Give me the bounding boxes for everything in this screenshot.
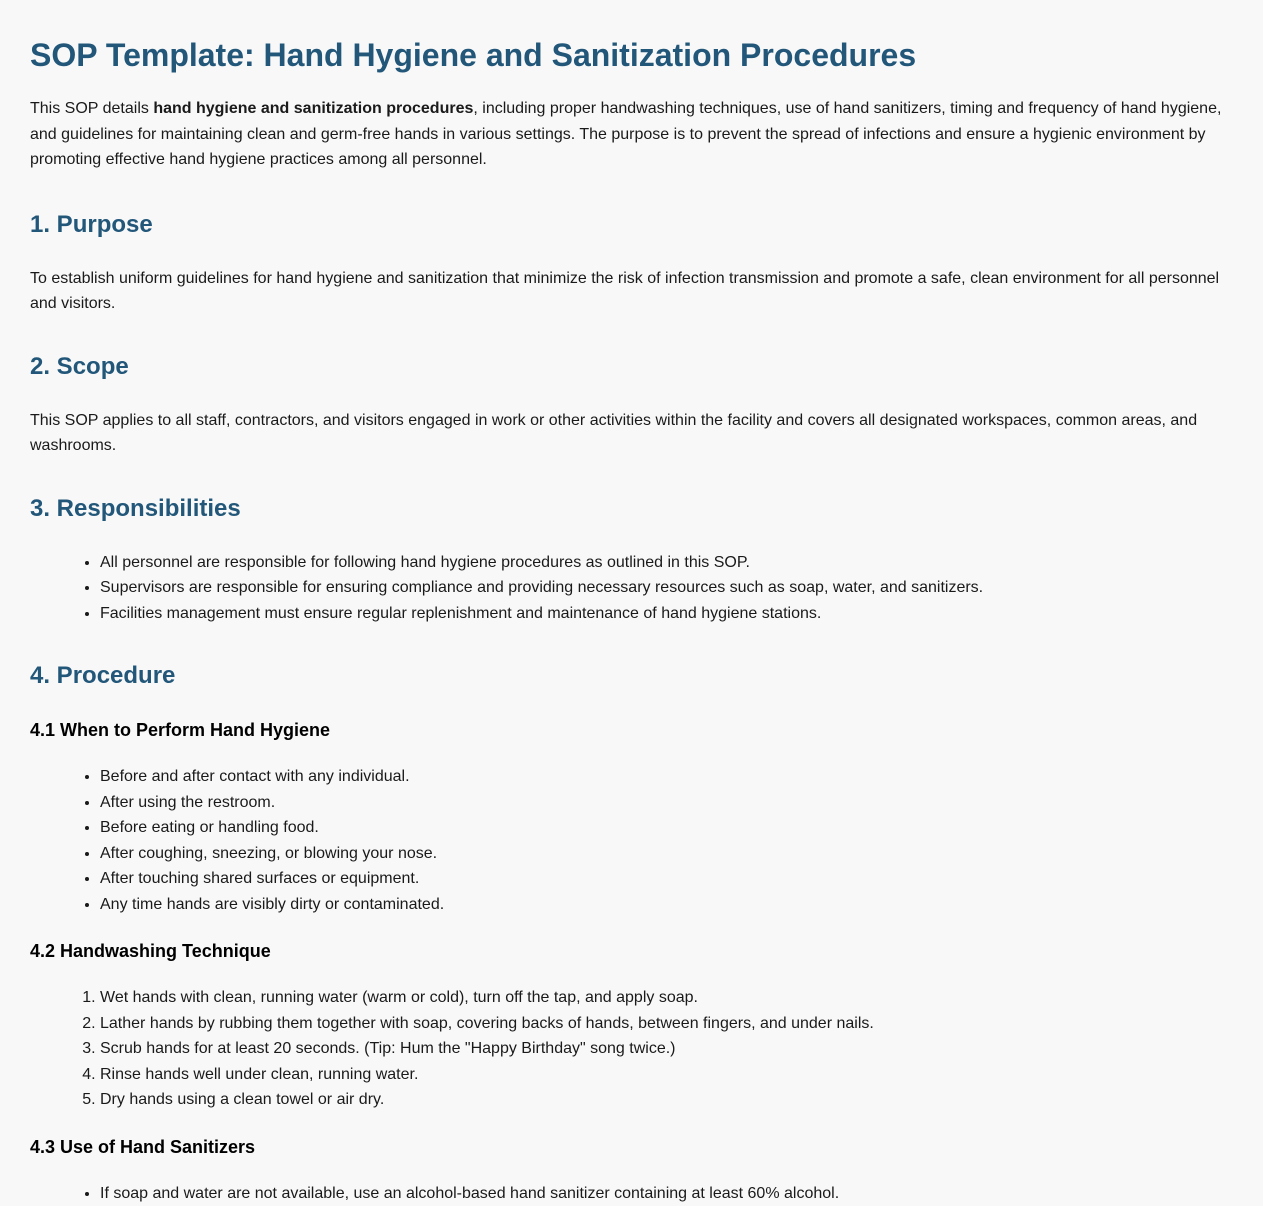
section-heading-responsibilities: 3. Responsibilities [30,495,1233,523]
list-item: • After coughing, sneezing, or blowing your nose. [100,841,1233,867]
list-item: • After touching shared surfaces or equipment. [100,866,1233,892]
responsibilities-list [30,550,1233,627]
list-item: 3. Scrub hands for at least 20 seconds. (Tip: Hum the "Happy Birthday" song twice.) [100,1036,1233,1062]
subsection-heading-when: 4.1 When to Perform Hand Hygiene [30,719,1233,741]
sanitizers-list [30,1181,1233,1206]
when-list [30,764,1233,917]
intro-suffix: , including proper handwashing techniques, use of hand sanitizers, timing and frequency of hand hygiene, and guidelines for maintaining clean and germ-free hands in various settings. The purpose is to prevent the spread of infections and ensure a hygienic environment by promoting effective hand hygiene practices among all personnel. [30,100,1221,168]
list-item: • Before and after contact with any individual. [100,764,1233,790]
list-item: 5. Dry hands using a clean towel or air dry. [100,1087,1233,1113]
technique-list [30,985,1233,1113]
intro-paragraph [30,96,1233,173]
subsection-heading-sanitizers: 4.3 Use of Hand Sanitizers [30,1136,1233,1158]
section-heading-scope: 2. Scope [30,353,1233,381]
subsection-heading-technique: 4.2 Handwashing Technique [30,940,1233,962]
list-item: 2. Lather hands by rubbing them together with soap, covering backs of hands, between fingers, and under nails. [100,1011,1233,1037]
list-item: • Any time hands are visibly dirty or contaminated. [100,892,1233,918]
list-item: • Facilities management must ensure regular replenishment and maintenance of hand hygiene stations. [100,601,1233,627]
section-heading-procedure: 4. Procedure [30,662,1233,690]
intro-prefix: This SOP details [30,100,153,117]
list-item: • After using the restroom. [100,790,1233,816]
section-heading-purpose: 1. Purpose [30,211,1233,239]
list-item: • Before eating or handling food. [100,815,1233,841]
list-item: • Supervisors are responsible for ensuring compliance and providing necessary resources such as soap, water, and sanitizers. [100,575,1233,601]
scope-text: This SOP applies to all staff, contractors, and visitors engaged in work or other activities within the facility and covers all designated workspaces, common areas, and washrooms. [30,408,1233,459]
list-item: 1. Wet hands with clean, running water (warm or cold), turn off the tap, and apply soap. [100,985,1233,1011]
list-item: 4. Rinse hands well under clean, running water. [100,1062,1233,1088]
page-title: SOP Template: Hand Hygiene and Sanitization Procedures [30,0,1233,73]
purpose-text: To establish uniform guidelines for hand hygiene and sanitization that minimize the risk of infection transmission and promote a safe, clean environment for all personnel and visitors. [30,266,1233,317]
list-item: • All personnel are responsible for following hand hygiene procedures as outlined in this SOP. [100,550,1233,576]
list-item: • If soap and water are not available, use an alcohol-based hand sanitizer containing at least 60% alcohol. [100,1181,1233,1206]
intro-bold: hand hygiene and sanitization procedures [153,100,473,117]
